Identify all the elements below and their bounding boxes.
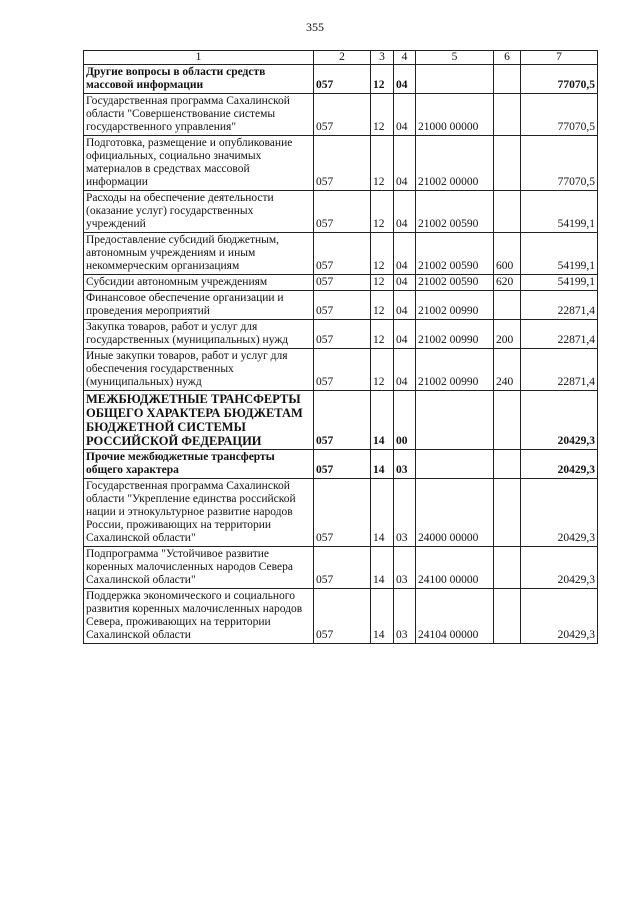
- row-name-cell: Подпрограмма "Устойчивое развитие коренных малочисленных народов Севера Сахалинской области": [84, 547, 314, 589]
- row-subsection-cell: 04: [394, 320, 416, 349]
- row-amount-cell: 20429,3: [521, 547, 598, 589]
- row-section-cell: 14: [371, 589, 394, 644]
- table-row: [84, 479, 598, 547]
- row-name-cell: Иные закупки товаров, работ и услуг для обеспечения государственных (муниципальных) нужд: [84, 349, 314, 391]
- row-amount-cell: 54199,1: [521, 233, 598, 275]
- row-target-code-cell: 21002 00590: [416, 275, 494, 291]
- column-header: 3: [371, 51, 394, 65]
- row-ved-cell: 057: [314, 65, 371, 94]
- row-ved-cell: 057: [314, 94, 371, 136]
- row-name-cell: Финансовое обеспечение организации и проведения мероприятий: [84, 291, 314, 320]
- row-expense-type-cell: [494, 136, 521, 191]
- page-number: 355: [306, 20, 324, 34]
- row-ved-cell: 057: [314, 349, 371, 391]
- row-target-code-cell: 21002 00990: [416, 320, 494, 349]
- table-row: [84, 65, 598, 94]
- row-name-cell: Подготовка, размещение и опубликование официальных, социально значимых материалов в средствах массовой информации: [84, 136, 314, 191]
- row-subsection-cell: 04: [394, 136, 416, 191]
- row-target-code-cell: [416, 450, 494, 479]
- row-amount-cell: 77070,5: [521, 136, 598, 191]
- row-amount-cell: 20429,3: [521, 589, 598, 644]
- row-amount-cell: 22871,4: [521, 349, 598, 391]
- row-target-code-cell: 21002 00990: [416, 291, 494, 320]
- row-amount-cell: 77070,5: [521, 65, 598, 94]
- row-target-code-cell: 21002 00590: [416, 191, 494, 233]
- row-subsection-cell: 04: [394, 291, 416, 320]
- row-amount-cell: 22871,4: [521, 320, 598, 349]
- row-expense-type-cell: [494, 191, 521, 233]
- row-expense-type-cell: 600: [494, 233, 521, 275]
- table-row: [84, 450, 598, 479]
- row-section-cell: 12: [371, 136, 394, 191]
- row-name-cell: Предоставление субсидий бюджетным, автономным учреждениям и иным некоммерческим организациям: [84, 233, 314, 275]
- row-expense-type-cell: 240: [494, 349, 521, 391]
- column-header: 5: [416, 51, 494, 65]
- row-subsection-cell: 00: [394, 391, 416, 450]
- row-expense-type-cell: [494, 65, 521, 94]
- row-section-cell: 12: [371, 275, 394, 291]
- table-row: [84, 191, 598, 233]
- row-subsection-cell: 03: [394, 589, 416, 644]
- row-subsection-cell: 04: [394, 275, 416, 291]
- row-target-code-cell: 21002 00990: [416, 349, 494, 391]
- row-ved-cell: 057: [314, 136, 371, 191]
- table-body: [84, 65, 598, 644]
- row-subsection-cell: 04: [394, 233, 416, 275]
- table-row: [84, 589, 598, 644]
- table-row: [84, 547, 598, 589]
- row-name-cell: Субсидии автономным учреждениям: [84, 275, 314, 291]
- row-amount-cell: 20429,3: [521, 479, 598, 547]
- row-expense-type-cell: 620: [494, 275, 521, 291]
- row-section-cell: 12: [371, 233, 394, 275]
- row-target-code-cell: 24100 00000: [416, 547, 494, 589]
- table-row: [84, 233, 598, 275]
- row-name-cell: Государственная программа Сахалинской области "Укрепление единства российской нации и этнокультурное развитие народов России, проживающих на территории Сахалинской области": [84, 479, 314, 547]
- row-name-cell: Закупка товаров, работ и услуг для государственных (муниципальных) нужд: [84, 320, 314, 349]
- row-amount-cell: 20429,3: [521, 391, 598, 450]
- row-name-cell: Другие вопросы в области средств массовой информации: [84, 65, 314, 94]
- row-amount-cell: 54199,1: [521, 275, 598, 291]
- row-amount-cell: 54199,1: [521, 191, 598, 233]
- row-ved-cell: 057: [314, 320, 371, 349]
- table-row: [84, 275, 598, 291]
- budget-table: [83, 50, 598, 644]
- table-row: [84, 94, 598, 136]
- row-name-cell: МЕЖБЮДЖЕТНЫЕ ТРАНСФЕРТЫ ОБЩЕГО ХАРАКТЕРА БЮДЖЕТАМ БЮДЖЕТНОЙ СИСТЕМЫ РОССИЙСКОЙ ФЕДЕРАЦИИ: [84, 391, 314, 450]
- row-name-cell: Поддержка экономического и социального развития коренных малочисленных народов Севера, проживающих на территории Сахалинской области: [84, 589, 314, 644]
- column-header: 6: [494, 51, 521, 65]
- row-section-cell: 14: [371, 479, 394, 547]
- row-expense-type-cell: [494, 291, 521, 320]
- row-target-code-cell: 24000 00000: [416, 479, 494, 547]
- row-expense-type-cell: [494, 547, 521, 589]
- row-subsection-cell: 04: [394, 65, 416, 94]
- column-header: 7: [521, 51, 598, 65]
- column-header: 4: [394, 51, 416, 65]
- row-ved-cell: 057: [314, 275, 371, 291]
- column-header: 2: [314, 51, 371, 65]
- row-name-cell: Расходы на обеспечение деятельности (оказание услуг) государственных учреждений: [84, 191, 314, 233]
- row-ved-cell: 057: [314, 291, 371, 320]
- row-amount-cell: 77070,5: [521, 94, 598, 136]
- row-section-cell: 12: [371, 94, 394, 136]
- row-expense-type-cell: [494, 589, 521, 644]
- row-amount-cell: 20429,3: [521, 450, 598, 479]
- row-expense-type-cell: [494, 479, 521, 547]
- row-target-code-cell: [416, 391, 494, 450]
- row-ved-cell: 057: [314, 450, 371, 479]
- row-subsection-cell: 04: [394, 349, 416, 391]
- row-target-code-cell: 21000 00000: [416, 94, 494, 136]
- row-section-cell: 14: [371, 391, 394, 450]
- table-row: [84, 391, 598, 450]
- row-section-cell: 14: [371, 547, 394, 589]
- row-target-code-cell: [416, 65, 494, 94]
- row-expense-type-cell: [494, 94, 521, 136]
- row-subsection-cell: 04: [394, 191, 416, 233]
- table-row: [84, 291, 598, 320]
- table-row: [84, 349, 598, 391]
- row-target-code-cell: 21002 00000: [416, 136, 494, 191]
- row-expense-type-cell: [494, 450, 521, 479]
- row-expense-type-cell: [494, 391, 521, 450]
- row-ved-cell: 057: [314, 479, 371, 547]
- row-name-cell: Государственная программа Сахалинской области "Совершенствование системы государственного управления": [84, 94, 314, 136]
- row-subsection-cell: 03: [394, 450, 416, 479]
- table-row: [84, 320, 598, 349]
- row-amount-cell: 22871,4: [521, 291, 598, 320]
- column-header: 1: [84, 51, 314, 65]
- row-subsection-cell: 03: [394, 547, 416, 589]
- row-subsection-cell: 04: [394, 94, 416, 136]
- row-target-code-cell: 21002 00590: [416, 233, 494, 275]
- row-target-code-cell: 24104 00000: [416, 589, 494, 644]
- row-section-cell: 12: [371, 291, 394, 320]
- row-subsection-cell: 03: [394, 479, 416, 547]
- column-number-row: [84, 51, 598, 65]
- row-section-cell: 12: [371, 320, 394, 349]
- table-row: [84, 136, 598, 191]
- row-section-cell: 12: [371, 191, 394, 233]
- row-ved-cell: 057: [314, 391, 371, 450]
- row-expense-type-cell: 200: [494, 320, 521, 349]
- row-section-cell: 12: [371, 349, 394, 391]
- row-ved-cell: 057: [314, 191, 371, 233]
- row-ved-cell: 057: [314, 233, 371, 275]
- row-ved-cell: 057: [314, 589, 371, 644]
- row-section-cell: 12: [371, 65, 394, 94]
- row-name-cell: Прочие межбюджетные трансферты общего характера: [84, 450, 314, 479]
- row-ved-cell: 057: [314, 547, 371, 589]
- row-section-cell: 14: [371, 450, 394, 479]
